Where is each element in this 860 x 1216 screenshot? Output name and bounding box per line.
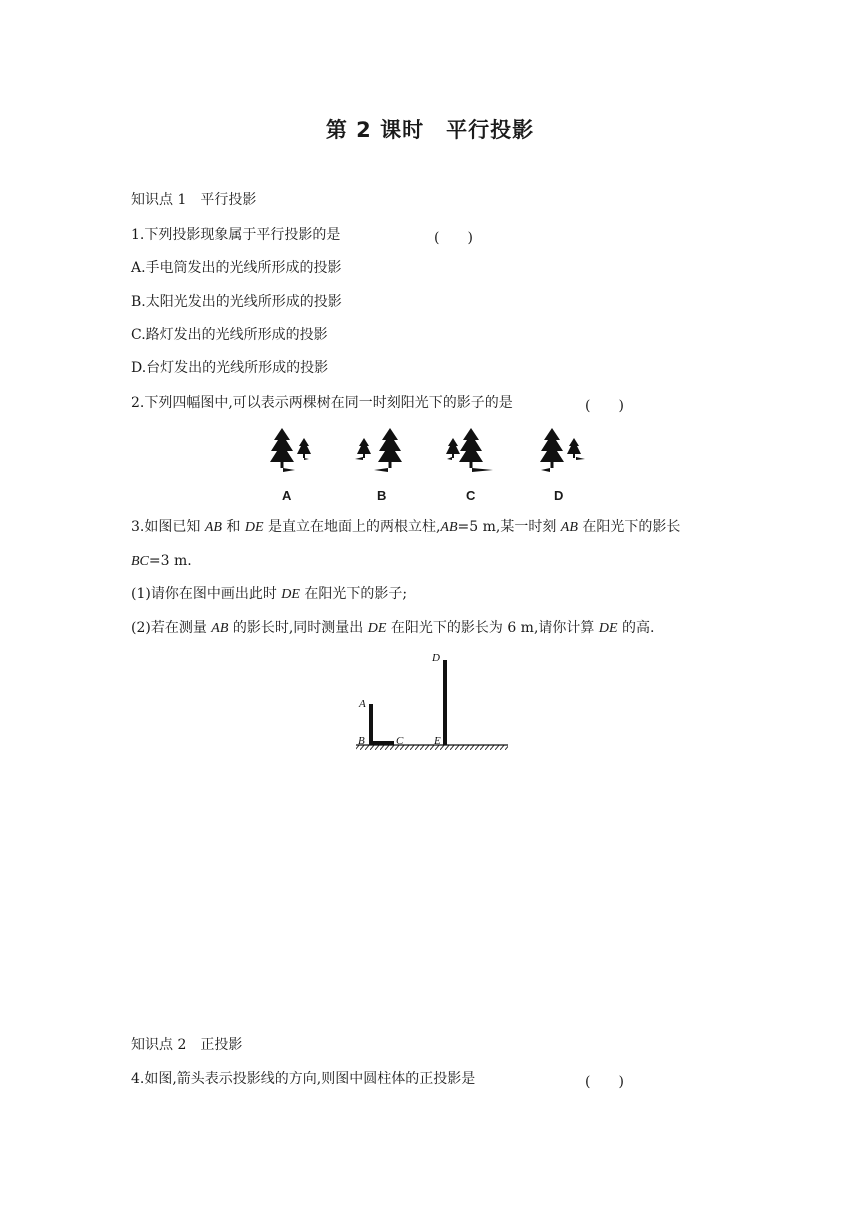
question-4-answer-bracket: ( )	[585, 1074, 624, 1090]
page-title: 第 2 课时 平行投影	[325, 118, 535, 142]
figure-label-c: C	[466, 488, 476, 503]
tree-shadow-figure-b	[352, 424, 404, 474]
question-2-answer-bracket: ( )	[585, 398, 624, 414]
tree-shadow-figure-c	[443, 424, 495, 474]
pillars-diagram	[350, 648, 515, 754]
question-1-stem: 1.下列投影现象属于平行投影的是	[131, 227, 341, 243]
figure-label-b: B	[377, 488, 387, 503]
question-1-option-c: C.路灯发出的光线所形成的投影	[131, 327, 328, 343]
question-3-line-2: BC=3 m.	[131, 553, 192, 569]
point-label-b: B	[358, 735, 365, 747]
question-4-stem: 4.如图,箭头表示投影线的方向,则图中圆柱体的正投影是	[131, 1071, 476, 1087]
question-1-option-a: A.手电筒发出的光线所形成的投影	[131, 260, 342, 276]
question-3-part-1: (1)请你在图中画出此时 DE 在阳光下的影子;	[131, 586, 408, 602]
point-label-c: C	[396, 735, 404, 747]
point-label-e: E	[434, 735, 441, 747]
point-label-a: A	[359, 698, 366, 710]
point-label-d: D	[432, 652, 440, 664]
question-1-option-d: D.台灯发出的光线所形成的投影	[131, 360, 329, 376]
figure-label-d: D	[554, 488, 564, 503]
question-3-line-1: 3.如图已知 AB 和 DE 是直立在地面上的两根立柱,AB=5 m,某一时刻 AB 在阳光下的影长	[131, 519, 681, 535]
section-heading-1: 知识点 1 平行投影	[131, 192, 257, 208]
tree-shadow-figure-a	[268, 424, 316, 474]
question-1-option-b: B.太阳光发出的光线所形成的投影	[131, 294, 342, 310]
question-3-part-2: (2)若在测量 AB 的影长时,同时测量出 DE 在阳光下的影长为 6 m,请你计算 DE 的高.	[131, 620, 655, 636]
pillar-de	[443, 660, 447, 745]
section-heading-2: 知识点 2 正投影	[131, 1037, 243, 1053]
question-2-stem: 2.下列四幅图中,可以表示两棵树在同一时刻阳光下的影子的是	[131, 395, 513, 411]
tree-shadow-figure-d	[536, 424, 588, 474]
question-1-answer-bracket: ( )	[434, 230, 473, 246]
shadow-bc	[369, 741, 394, 745]
figure-label-a: A	[282, 488, 292, 503]
pillar-ab	[369, 704, 373, 745]
